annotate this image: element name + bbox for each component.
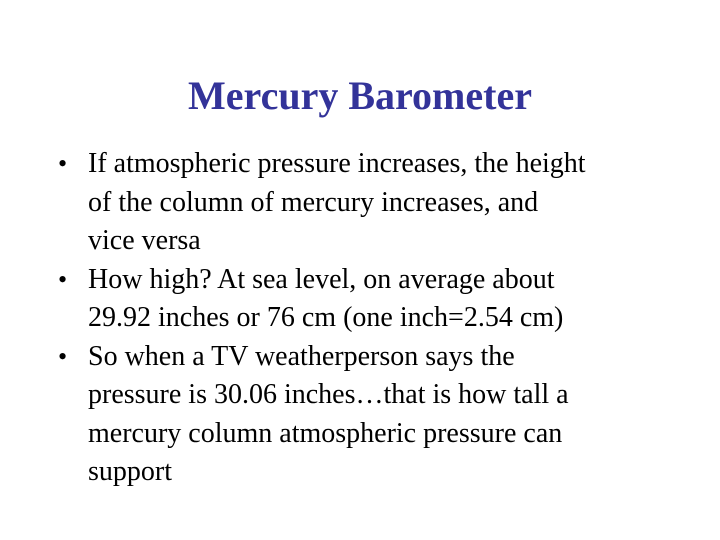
bullet-item-weatherperson [58,338,678,492]
bullet-icon: • [58,341,68,371]
bullet-text-line: How high? At sea level, on average about [88,263,555,295]
bullet-item-how-high [58,261,678,338]
bullet-icon: • [58,264,68,294]
bullet-text-line: 29.92 inches or 76 cm (one inch=2.54 cm) [88,302,564,333]
bullet-text-line: of the column of mercury increases, and [88,186,539,218]
bullet-list [58,145,678,492]
bullet-item-pressure-height [58,145,678,261]
bullet-text-line: If atmospheric pressure increases, the height [88,148,586,179]
slide-title: Mercury Barometer [188,73,532,118]
bullet-text-line: mercury column atmospheric pressure can [88,417,563,449]
bullet-text-line: vice versa [88,225,201,256]
bullet-icon: • [58,149,68,178]
bullet-text-line: support [88,456,172,487]
bullet-text-line: pressure is 30.06 inches…that is how tall a [88,379,569,410]
bullet-text-line: So when a TV weatherperson says the [88,340,515,372]
